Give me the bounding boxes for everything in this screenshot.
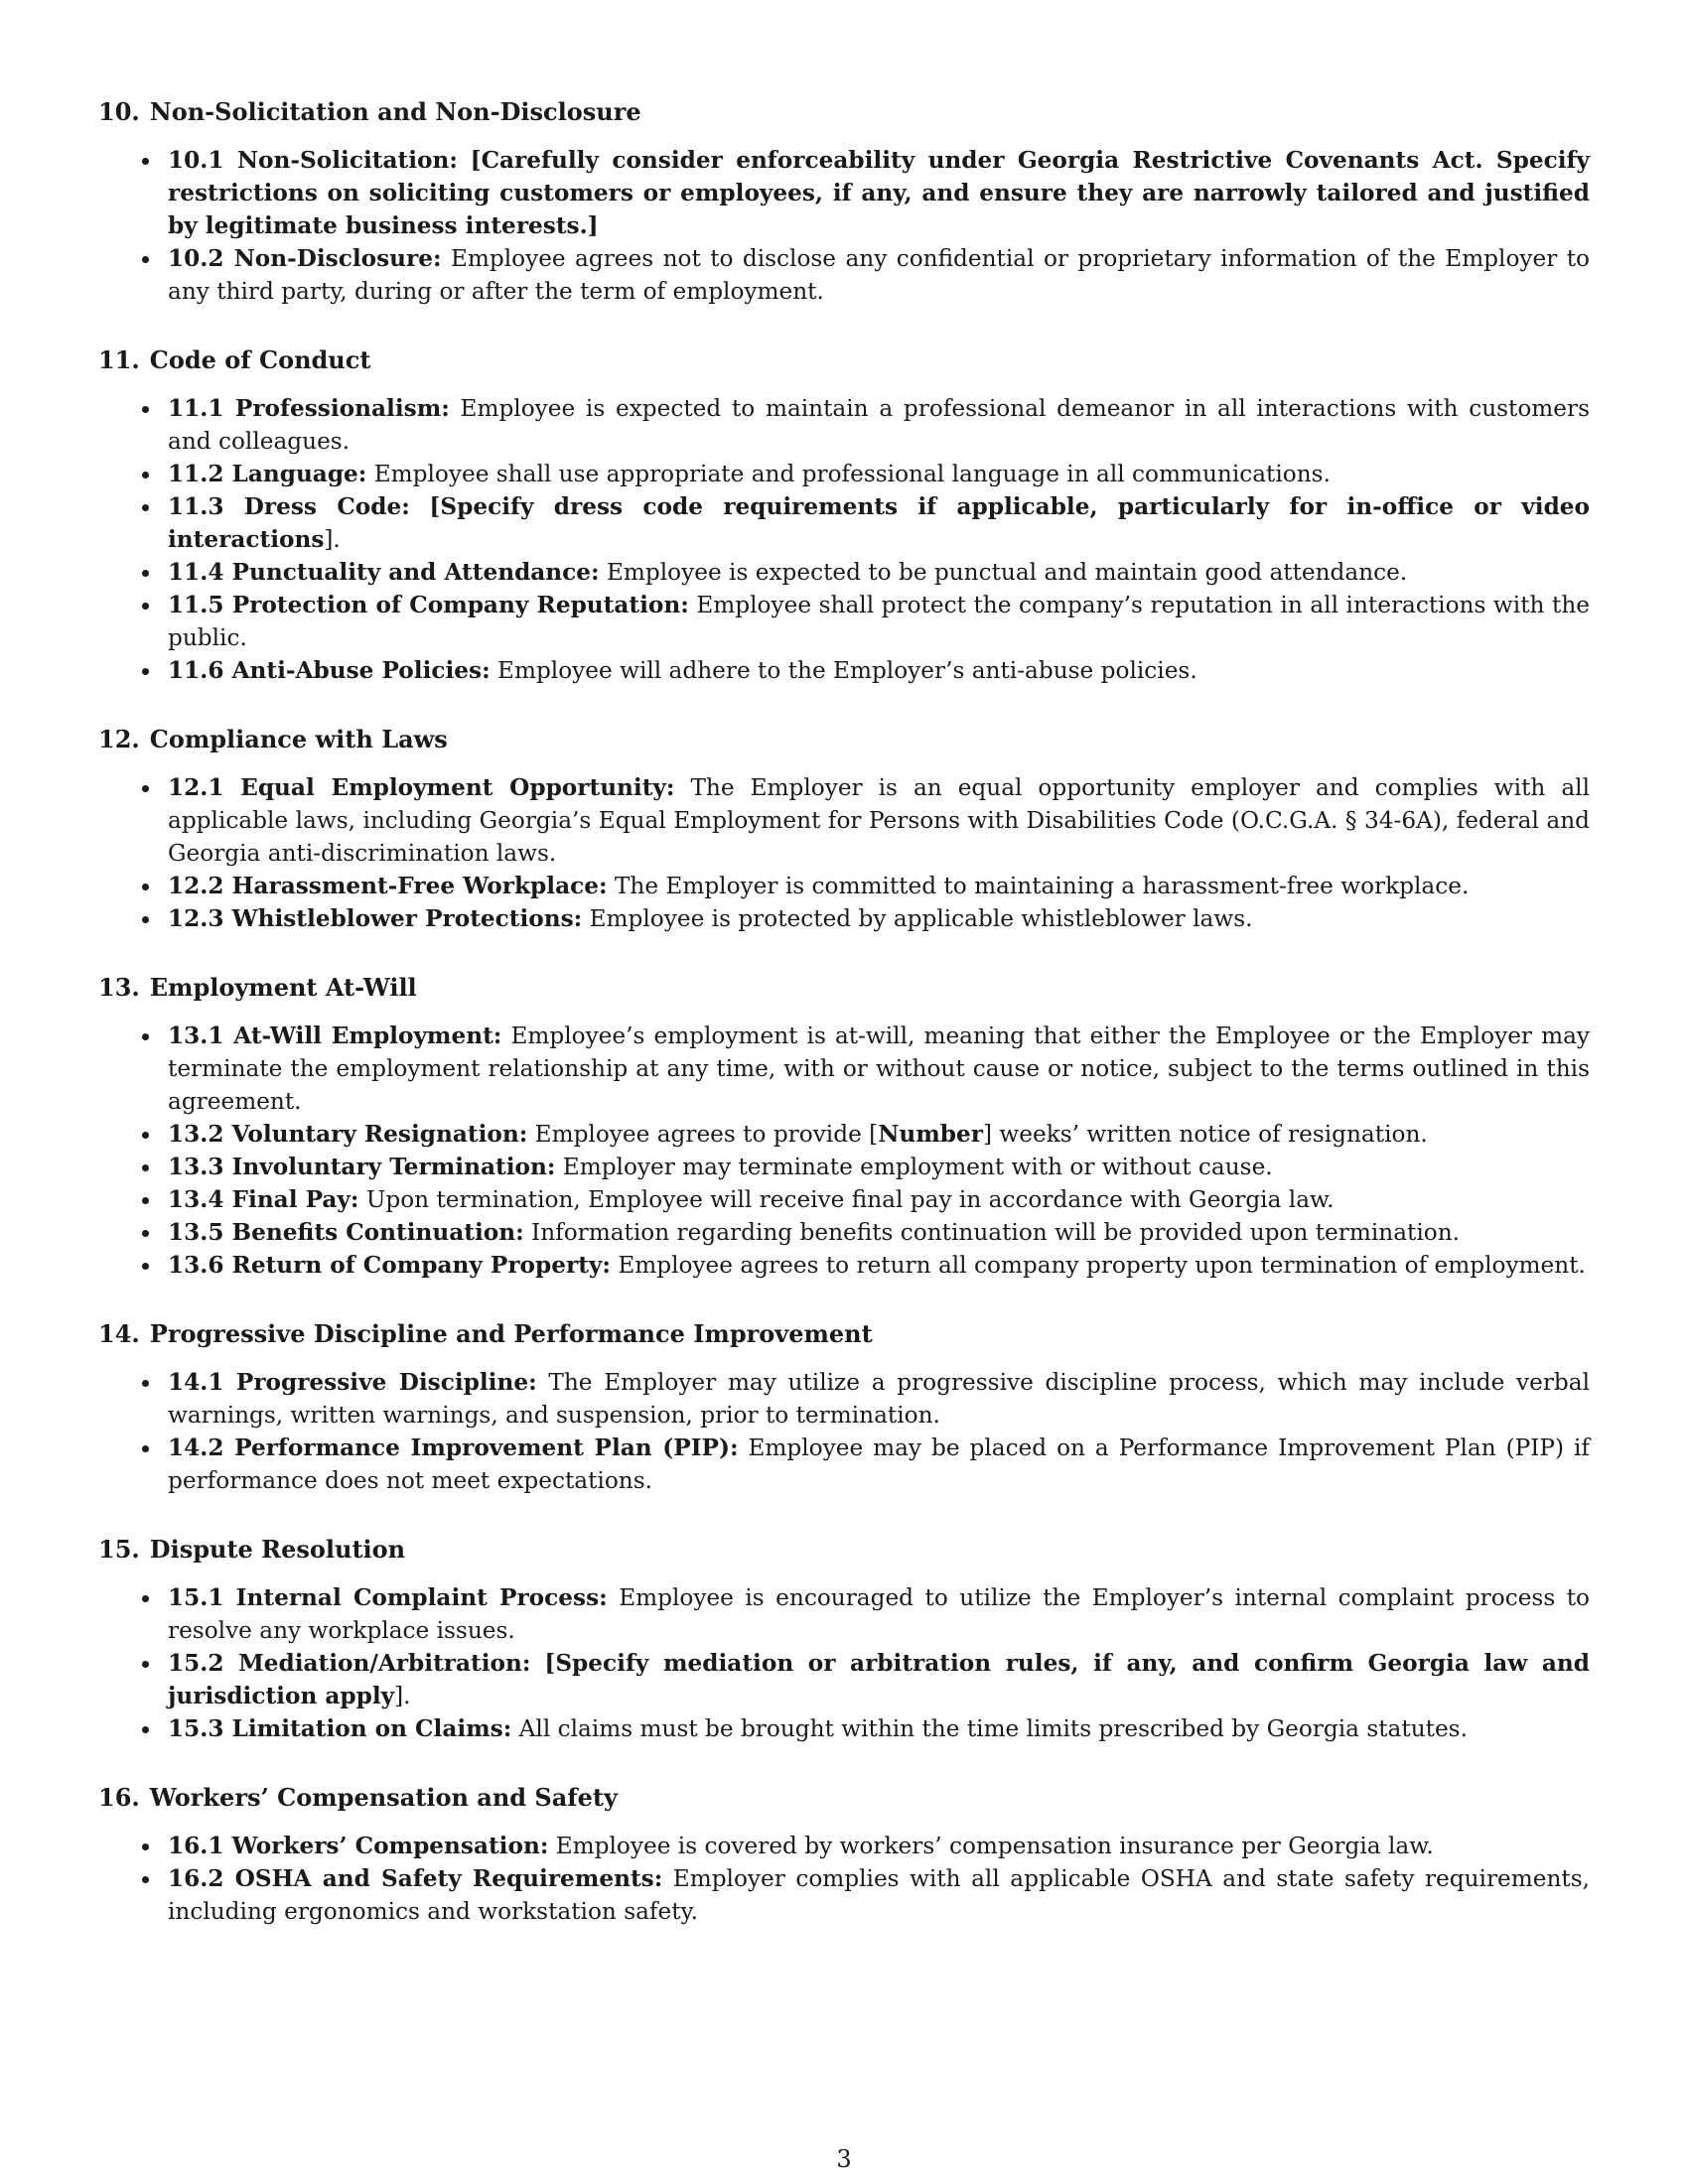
section-title xyxy=(98,95,1590,128)
clause-item xyxy=(98,490,1590,556)
clause-label: 11.4 Punctuality and Attendance: xyxy=(168,559,600,586)
clause-item xyxy=(98,771,1590,870)
clause-label: 13.4 Final Pay: xyxy=(168,1186,359,1213)
clause-label: 16.1 Workers’ Compensation: xyxy=(168,1833,549,1859)
section-title-text: Compliance with Laws xyxy=(149,725,448,753)
clause-item xyxy=(98,1183,1590,1216)
clause-item xyxy=(98,1151,1590,1183)
clause-item xyxy=(98,242,1590,308)
clause-item xyxy=(98,458,1590,490)
section xyxy=(98,343,1590,687)
clause-text: Employee shall use appropriate and professional language in all communications. xyxy=(373,461,1331,487)
clause-item xyxy=(98,144,1590,242)
section xyxy=(98,723,1590,935)
clause-placeholder: Number xyxy=(878,1121,983,1148)
clause-item xyxy=(98,1862,1590,1928)
clause-item xyxy=(98,1020,1590,1118)
clause-item xyxy=(98,1647,1590,1712)
clause-item xyxy=(98,902,1590,935)
clause-placeholder: [Specify dress code requirements if applicable, particularly for in-office or video interactions xyxy=(168,493,1591,553)
clause-label: 13.5 Benefits Continuation: xyxy=(168,1219,524,1246)
clause-text: Employee is expected to be punctual and maintain good attendance. xyxy=(606,559,1408,586)
clause-item xyxy=(98,1581,1590,1647)
clause-list xyxy=(98,144,1590,308)
section-number: 16. xyxy=(98,1783,140,1812)
clause-list xyxy=(98,392,1590,687)
section-title xyxy=(98,343,1590,376)
section xyxy=(98,95,1590,308)
section-title xyxy=(98,1317,1590,1350)
section-title xyxy=(98,1781,1590,1814)
clause-text: Employee agrees to provide [ xyxy=(534,1121,879,1148)
clause-text-after: ]. xyxy=(324,526,341,553)
section xyxy=(98,1317,1590,1497)
clause-text: The Employer is committed to maintaining a harassment-free workplace. xyxy=(614,873,1470,899)
clause-text: Employee agrees not to disclose any confidential or proprietary information of the Employer to any third party, during or after the term of employment. xyxy=(168,245,1590,305)
section-title-text: Progressive Discipline and Performance Improvement xyxy=(149,1319,873,1348)
clause-text: All claims must be brought within the time limits prescribed by Georgia statutes. xyxy=(518,1715,1468,1742)
clause-item xyxy=(98,1432,1590,1497)
clause-text: Information regarding benefits continuation will be provided upon termination. xyxy=(531,1219,1461,1246)
clause-text: Employee shall protect the company’s reputation in all interactions with the public. xyxy=(168,592,1590,651)
clause-placeholder: [Specify mediation or arbitration rules, if any, and confirm Georgia law and jurisdiction apply xyxy=(168,1650,1590,1709)
clause-item xyxy=(98,1366,1590,1432)
clause-label: 15.2 Mediation/Arbitration: xyxy=(168,1650,531,1677)
clause-label: 12.3 Whistleblower Protections: xyxy=(168,905,583,932)
clause-text: Employee will adhere to the Employer’s anti-abuse policies. xyxy=(497,657,1197,684)
section-title-text: Dispute Resolution xyxy=(149,1535,406,1564)
clause-text: Employee is expected to maintain a professional demeanor in all interactions with customers and colleagues. xyxy=(168,395,1591,455)
clause-label: 13.3 Involuntary Termination: xyxy=(168,1154,556,1180)
clause-label: 15.3 Limitation on Claims: xyxy=(168,1715,512,1742)
clause-text: Employee may be placed on a Performance Improvement Plan (PIP) if performance does not meet expectations. xyxy=(168,1434,1590,1494)
section xyxy=(98,971,1590,1282)
clause-item xyxy=(98,589,1590,654)
clause-label: 13.1 At-Will Employment: xyxy=(168,1023,502,1049)
clause-list xyxy=(98,1830,1590,1928)
clause-label: 13.6 Return of Company Property: xyxy=(168,1252,611,1279)
clause-text: Employer complies with all applicable OSHA and state safety requirements, including ergonomics and workstation safety. xyxy=(168,1865,1590,1925)
clause-text: Upon termination, Employee will receive final pay in accordance with Georgia law. xyxy=(365,1186,1335,1213)
clause-list xyxy=(98,1020,1590,1282)
clause-item xyxy=(98,556,1590,589)
clause-item xyxy=(98,1712,1590,1745)
section-title xyxy=(98,723,1590,755)
sections-container xyxy=(98,95,1590,1928)
section-number: 13. xyxy=(98,973,140,1002)
clause-label: 14.2 Performance Improvement Plan (PIP): xyxy=(168,1434,739,1461)
clause-item xyxy=(98,870,1590,902)
clause-placeholder: [Carefully consider enforceability under Georgia Restrictive Covenants Act. Specify restrictions on soliciting customers or employees, if any, and ensure they are narrowly tailored and justified by legitimate business interests.] xyxy=(168,147,1590,239)
clause-label: 13.2 Voluntary Resignation: xyxy=(168,1121,528,1148)
clause-item xyxy=(98,392,1590,458)
section-title xyxy=(98,1533,1590,1566)
clause-text: Employee agrees to return all company property upon termination of employment. xyxy=(618,1252,1586,1279)
clause-text-after: ] weeks’ written notice of resignation. xyxy=(983,1121,1428,1148)
section-number: 10. xyxy=(98,97,140,126)
clause-list xyxy=(98,1366,1590,1497)
section xyxy=(98,1533,1590,1745)
clause-text: Employee is encouraged to utilize the Employer’s internal complaint process to resolve any workplace issues. xyxy=(168,1584,1590,1644)
clause-text: Employer may terminate employment with or without cause. xyxy=(562,1154,1273,1180)
clause-text: The Employer is an equal opportunity employer and complies with all applicable laws, including Georgia’s Equal Employment for Persons with Disabilities Code (O.C.G.A. § 34-6A), federal and Georgia anti-discrimination laws. xyxy=(168,774,1590,867)
clause-label: 11.6 Anti-Abuse Policies: xyxy=(168,657,491,684)
clause-item xyxy=(98,654,1590,687)
clause-label: 15.1 Internal Complaint Process: xyxy=(168,1584,608,1611)
section-number: 12. xyxy=(98,725,140,753)
clause-item xyxy=(98,1118,1590,1151)
section-title-text: Employment At-Will xyxy=(149,973,417,1002)
document-page xyxy=(98,95,1590,1964)
clause-text: Employee’s employment is at-will, meaning that either the Employee or the Employer may terminate the employment relationship at any time, with or without cause or notice, subject to the terms outlined in this agreement. xyxy=(168,1023,1591,1115)
page-number: 3 xyxy=(836,2145,852,2173)
clause-item xyxy=(98,1249,1590,1282)
clause-label: 14.1 Progressive Discipline: xyxy=(168,1369,537,1396)
section-title-text: Workers’ Compensation and Safety xyxy=(149,1783,618,1812)
clause-label: 12.2 Harassment-Free Workplace: xyxy=(168,873,608,899)
section-title-text: Code of Conduct xyxy=(149,345,371,374)
clause-label: 10.1 Non-Solicitation: xyxy=(168,147,458,174)
clause-label: 12.1 Equal Employment Opportunity: xyxy=(168,774,675,801)
clause-list xyxy=(98,1581,1590,1745)
clause-text-after: ]. xyxy=(394,1683,411,1709)
clause-label: 11.1 Professionalism: xyxy=(168,395,450,422)
clause-label: 10.2 Non-Disclosure: xyxy=(168,245,442,272)
clause-label: 11.5 Protection of Company Reputation: xyxy=(168,592,689,618)
section xyxy=(98,1781,1590,1928)
section-number: 14. xyxy=(98,1319,140,1348)
clause-list xyxy=(98,771,1590,935)
clause-text: The Employer may utilize a progressive discipline process, which may include verbal warnings, written warnings, and suspension, prior to termination. xyxy=(168,1369,1590,1429)
section-number: 11. xyxy=(98,345,140,374)
clause-item xyxy=(98,1216,1590,1249)
section-title xyxy=(98,971,1590,1004)
clause-item xyxy=(98,1830,1590,1862)
clause-label: 11.2 Language: xyxy=(168,461,367,487)
clause-text: Employee is covered by workers’ compensation insurance per Georgia law. xyxy=(555,1833,1434,1859)
clause-label: 16.2 OSHA and Safety Requirements: xyxy=(168,1865,663,1892)
section-number: 15. xyxy=(98,1535,140,1564)
clause-text: Employee is protected by applicable whistleblower laws. xyxy=(589,905,1253,932)
section-title-text: Non-Solicitation and Non-Disclosure xyxy=(149,97,641,126)
clause-label: 11.3 Dress Code: xyxy=(168,493,410,520)
